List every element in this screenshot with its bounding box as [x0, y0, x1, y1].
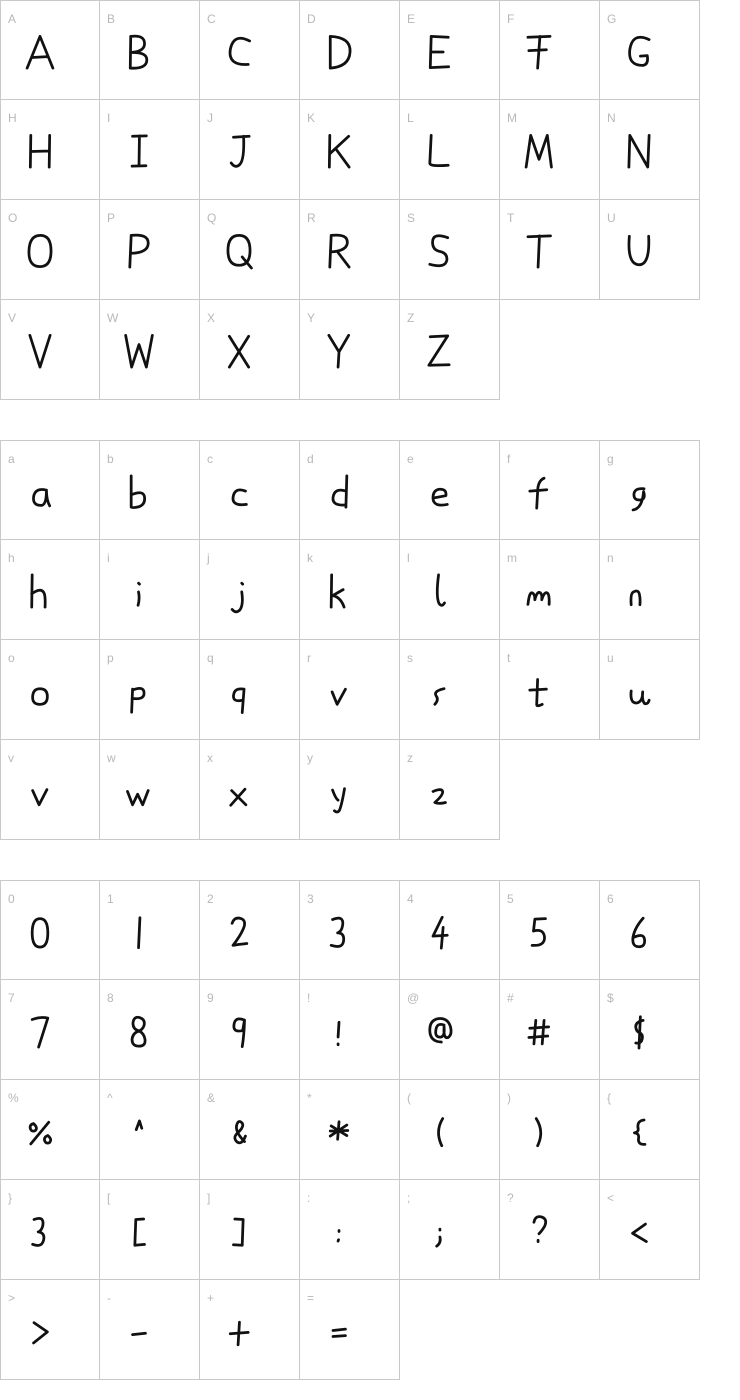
cell-label: 7 — [8, 991, 15, 1005]
glyph-drawing — [316, 1008, 362, 1054]
cell-label: o — [8, 651, 15, 665]
glyph-drawing — [17, 128, 63, 174]
glyph-cell — [100, 880, 200, 980]
cell-label: X — [207, 311, 216, 325]
glyph-drawing — [216, 469, 262, 515]
cell-label: 5 — [507, 892, 514, 906]
cell-label: W — [107, 311, 119, 325]
glyph-row — [0, 740, 700, 840]
glyph-drawing — [316, 128, 362, 174]
glyph-row — [0, 1280, 700, 1380]
cell-label: H — [8, 111, 17, 125]
glyph-cell — [400, 1080, 500, 1180]
glyph-cell — [300, 880, 400, 980]
cell-label: 2 — [207, 892, 214, 906]
cell-label: P — [107, 211, 116, 225]
glyph-cell — [500, 540, 600, 640]
glyph-cell — [0, 1180, 100, 1280]
glyph-drawing — [116, 568, 162, 614]
cell-label: * — [307, 1091, 312, 1105]
glyph-drawing — [116, 469, 162, 515]
cell-label: N — [607, 111, 616, 125]
cell-label: G — [607, 12, 617, 26]
glyph-row — [0, 540, 700, 640]
cell-label: $ — [607, 991, 614, 1005]
cell-label: D — [307, 12, 316, 26]
glyph-drawing — [316, 328, 362, 374]
glyph-cell — [300, 1080, 400, 1180]
glyph-drawing — [416, 668, 462, 714]
glyph-cell — [600, 880, 700, 980]
glyph-drawing — [516, 1008, 562, 1054]
glyph-cell — [0, 440, 100, 540]
glyph-drawing — [616, 29, 662, 75]
glyph-drawing — [116, 328, 162, 374]
cell-label: f — [507, 452, 511, 466]
glyph-cell — [600, 980, 700, 1080]
glyph-cell — [0, 200, 100, 300]
glyph-drawing — [616, 568, 662, 614]
glyph-drawing — [216, 29, 262, 75]
glyph-cell — [200, 440, 300, 540]
cell-label: b — [107, 452, 114, 466]
glyph-drawing — [416, 568, 462, 614]
cell-label: 1 — [107, 892, 114, 906]
glyph-row — [0, 1080, 700, 1180]
glyph-cell — [500, 100, 600, 200]
cell-label: ; — [407, 1191, 411, 1205]
lowercase-letters-grid — [0, 440, 700, 840]
cell-label: L — [407, 111, 414, 125]
glyph-cell — [200, 740, 300, 840]
glyph-drawing — [216, 228, 262, 274]
cell-label: x — [207, 751, 213, 765]
glyph-drawing — [216, 909, 262, 955]
glyph-cell — [600, 1180, 700, 1280]
glyph-drawing — [416, 228, 462, 274]
cell-label: ? — [507, 1191, 514, 1205]
glyph-cell — [600, 100, 700, 200]
glyph-drawing — [616, 909, 662, 955]
glyph-drawing — [316, 228, 362, 274]
glyph-cell — [500, 440, 600, 540]
glyph-cell — [0, 0, 100, 100]
cell-label: ! — [307, 991, 311, 1005]
cell-label: E — [407, 12, 416, 26]
glyph-drawing — [316, 568, 362, 614]
glyph-cell — [600, 640, 700, 740]
glyph-cell — [300, 200, 400, 300]
cell-label: I — [107, 111, 111, 125]
glyph-cell — [400, 0, 500, 100]
glyph-drawing — [416, 469, 462, 515]
glyph-cell — [200, 1080, 300, 1180]
glyph-cell — [0, 740, 100, 840]
cell-label: v — [8, 751, 14, 765]
glyph-cell — [300, 1280, 400, 1380]
cell-label: V — [8, 311, 17, 325]
glyph-cell — [100, 740, 200, 840]
glyph-drawing — [516, 568, 562, 614]
glyph-cell — [600, 440, 700, 540]
glyph-drawing — [17, 1108, 63, 1154]
cell-label: n — [607, 551, 614, 565]
glyph-drawing — [116, 768, 162, 814]
cell-label: m — [507, 551, 517, 565]
cell-label: } — [8, 1191, 13, 1205]
cell-label: w — [107, 751, 116, 765]
glyph-drawing — [116, 1308, 162, 1354]
cell-label: - — [107, 1291, 111, 1305]
glyph-drawing — [216, 1308, 262, 1354]
cell-label: a — [8, 452, 15, 466]
glyph-drawing — [216, 1008, 262, 1054]
glyph-drawing — [616, 1008, 662, 1054]
glyph-cell — [100, 440, 200, 540]
glyph-drawing — [17, 29, 63, 75]
glyph-cell — [100, 100, 200, 200]
cell-label: 3 — [307, 892, 314, 906]
glyph-drawing — [316, 29, 362, 75]
glyph-cell — [200, 1180, 300, 1280]
glyph-drawing — [316, 1208, 362, 1254]
glyph-drawing — [316, 1108, 362, 1154]
cell-label: q — [207, 651, 214, 665]
cell-label: d — [307, 452, 314, 466]
glyph-cell — [200, 980, 300, 1080]
cell-label: R — [307, 211, 316, 225]
glyph-drawing — [416, 1008, 462, 1054]
glyph-cell — [400, 740, 500, 840]
glyph-drawing — [516, 469, 562, 515]
glyph-cell — [300, 980, 400, 1080]
glyph-cell — [100, 1080, 200, 1180]
cell-label: = — [307, 1291, 315, 1305]
glyph-drawing — [116, 1208, 162, 1254]
glyph-drawing — [116, 1008, 162, 1054]
glyph-drawing — [17, 668, 63, 714]
cell-label: @ — [407, 991, 420, 1005]
cell-label: ) — [507, 1091, 511, 1105]
glyph-cell — [300, 100, 400, 200]
glyph-drawing — [116, 128, 162, 174]
cell-label: g — [607, 452, 614, 466]
cell-label: C — [207, 12, 216, 26]
cell-label: i — [107, 551, 110, 565]
cell-label: z — [407, 751, 413, 765]
glyph-cell — [200, 540, 300, 640]
glyph-cell — [100, 540, 200, 640]
uppercase-letters-grid — [0, 0, 700, 400]
glyph-drawing — [17, 469, 63, 515]
glyph-drawing — [616, 1208, 662, 1254]
glyph-drawing — [116, 1108, 162, 1154]
cell-label: & — [207, 1091, 216, 1105]
cell-label: e — [407, 452, 414, 466]
glyph-cell — [400, 100, 500, 200]
glyph-cell — [0, 980, 100, 1080]
glyph-drawing — [116, 29, 162, 75]
cell-label: ] — [207, 1191, 211, 1205]
glyph-drawing — [17, 1008, 63, 1054]
glyph-cell — [100, 200, 200, 300]
cell-label: 4 — [407, 892, 414, 906]
glyph-drawing — [216, 328, 262, 374]
glyph-drawing — [216, 1208, 262, 1254]
cell-label: M — [507, 111, 517, 125]
cell-label: B — [107, 12, 116, 26]
glyph-drawing — [116, 228, 162, 274]
glyph-cell — [300, 1180, 400, 1280]
cell-label: F — [507, 12, 515, 26]
glyph-cell — [300, 300, 400, 400]
glyph-drawing — [516, 668, 562, 714]
glyph-drawing — [516, 29, 562, 75]
cell-label: t — [507, 651, 511, 665]
cell-label: ^ — [107, 1091, 113, 1105]
glyph-cell — [100, 1280, 200, 1380]
glyph-cell — [600, 0, 700, 100]
glyph-drawing — [216, 128, 262, 174]
glyph-drawing — [17, 568, 63, 614]
cell-label: S — [407, 211, 416, 225]
glyph-cell — [0, 300, 100, 400]
glyph-drawing — [316, 909, 362, 955]
cell-label: % — [8, 1091, 19, 1105]
cell-label: + — [207, 1291, 215, 1305]
glyph-cell — [0, 540, 100, 640]
glyph-cell — [200, 0, 300, 100]
glyph-cell — [600, 540, 700, 640]
cell-label: s — [407, 651, 413, 665]
cell-label: 9 — [207, 991, 214, 1005]
glyph-cell — [200, 1280, 300, 1380]
glyph-drawing — [17, 228, 63, 274]
glyph-row — [0, 100, 700, 200]
cell-label: O — [8, 211, 18, 225]
glyph-cell — [200, 300, 300, 400]
glyph-drawing — [416, 128, 462, 174]
glyph-cell — [500, 0, 600, 100]
glyph-cell — [400, 300, 500, 400]
glyph-drawing — [416, 909, 462, 955]
glyph-cell — [500, 980, 600, 1080]
glyph-drawing — [216, 668, 262, 714]
cell-label: ( — [407, 1091, 411, 1105]
glyph-drawing — [17, 768, 63, 814]
cell-label: p — [107, 651, 114, 665]
cell-label: Z — [407, 311, 415, 325]
cell-label: k — [307, 551, 313, 565]
glyph-cell — [200, 640, 300, 740]
glyph-cell — [200, 200, 300, 300]
glyph-cell — [400, 540, 500, 640]
glyph-drawing — [17, 1208, 63, 1254]
cell-label: # — [507, 991, 514, 1005]
glyph-cell — [300, 440, 400, 540]
cell-label: > — [8, 1291, 16, 1305]
glyph-drawing — [216, 768, 262, 814]
glyph-cell — [600, 1080, 700, 1180]
cell-label: r — [307, 651, 311, 665]
glyph-cell — [500, 1180, 600, 1280]
cell-label: J — [207, 111, 213, 125]
glyph-cell — [400, 200, 500, 300]
glyph-cell — [400, 880, 500, 980]
cell-label: Y — [307, 311, 316, 325]
glyph-row — [0, 1180, 700, 1280]
cell-label: 8 — [107, 991, 114, 1005]
cell-label: < — [607, 1191, 615, 1205]
cell-label: h — [8, 551, 15, 565]
glyph-cell — [400, 1180, 500, 1280]
glyph-cell — [200, 880, 300, 980]
glyph-drawing — [616, 469, 662, 515]
cell-label: K — [307, 111, 316, 125]
glyph-drawing — [416, 1208, 462, 1254]
glyph-cell — [500, 1080, 600, 1180]
glyph-cell — [500, 200, 600, 300]
glyph-row — [0, 440, 700, 540]
glyph-drawing — [17, 909, 63, 955]
cell-label: : — [307, 1191, 311, 1205]
cell-label: U — [607, 211, 616, 225]
cell-label: T — [507, 211, 515, 225]
glyph-cell — [300, 740, 400, 840]
glyph-row — [0, 640, 700, 740]
glyph-cell — [100, 0, 200, 100]
glyph-cell — [0, 1080, 100, 1180]
glyph-row — [0, 200, 700, 300]
cell-label: [ — [107, 1191, 111, 1205]
glyph-cell — [100, 300, 200, 400]
glyph-drawing — [616, 128, 662, 174]
glyph-drawing — [516, 1108, 562, 1154]
glyph-drawing — [516, 128, 562, 174]
glyph-row — [0, 980, 700, 1080]
glyph-cell — [0, 880, 100, 980]
glyph-row — [0, 880, 700, 980]
glyph-cell — [600, 200, 700, 300]
glyph-drawing — [616, 1108, 662, 1154]
glyph-drawing — [516, 909, 562, 955]
glyph-cell — [0, 100, 100, 200]
glyph-drawing — [316, 469, 362, 515]
cell-label: 6 — [607, 892, 614, 906]
numbers-and-symbols-grid — [0, 880, 700, 1380]
glyph-drawing — [216, 1108, 262, 1154]
glyph-drawing — [316, 668, 362, 714]
glyph-drawing — [516, 1208, 562, 1254]
glyph-drawing — [516, 228, 562, 274]
cell-label: u — [607, 651, 614, 665]
glyph-cell — [400, 640, 500, 740]
cell-label: A — [8, 12, 17, 26]
glyph-cell — [0, 640, 100, 740]
glyph-cell — [0, 1280, 100, 1380]
glyph-cell — [200, 100, 300, 200]
glyph-drawing — [616, 228, 662, 274]
cell-label: 0 — [8, 892, 15, 906]
cell-label: c — [207, 452, 213, 466]
glyph-cell — [500, 640, 600, 740]
glyph-cell — [300, 540, 400, 640]
cell-label: l — [407, 551, 410, 565]
glyph-cell — [300, 640, 400, 740]
glyph-cell — [300, 0, 400, 100]
glyph-cell — [100, 640, 200, 740]
glyph-cell — [100, 980, 200, 1080]
glyph-row — [0, 300, 700, 400]
glyph-drawing — [116, 909, 162, 955]
glyph-cell — [100, 1180, 200, 1280]
glyph-cell — [400, 440, 500, 540]
glyph-drawing — [17, 1308, 63, 1354]
glyph-drawing — [416, 768, 462, 814]
cell-label: y — [307, 751, 313, 765]
cell-label: { — [607, 1091, 612, 1105]
cell-label: Q — [207, 211, 217, 225]
glyph-cell — [500, 880, 600, 980]
glyph-row — [0, 0, 700, 100]
glyph-drawing — [416, 328, 462, 374]
glyph-drawing — [316, 768, 362, 814]
cell-label: j — [207, 551, 210, 565]
glyph-drawing — [616, 668, 662, 714]
glyph-drawing — [216, 568, 262, 614]
glyph-drawing — [416, 29, 462, 75]
glyph-drawing — [17, 328, 63, 374]
glyph-cell — [400, 980, 500, 1080]
glyph-drawing — [316, 1308, 362, 1354]
glyph-drawing — [416, 1108, 462, 1154]
glyph-drawing — [116, 668, 162, 714]
